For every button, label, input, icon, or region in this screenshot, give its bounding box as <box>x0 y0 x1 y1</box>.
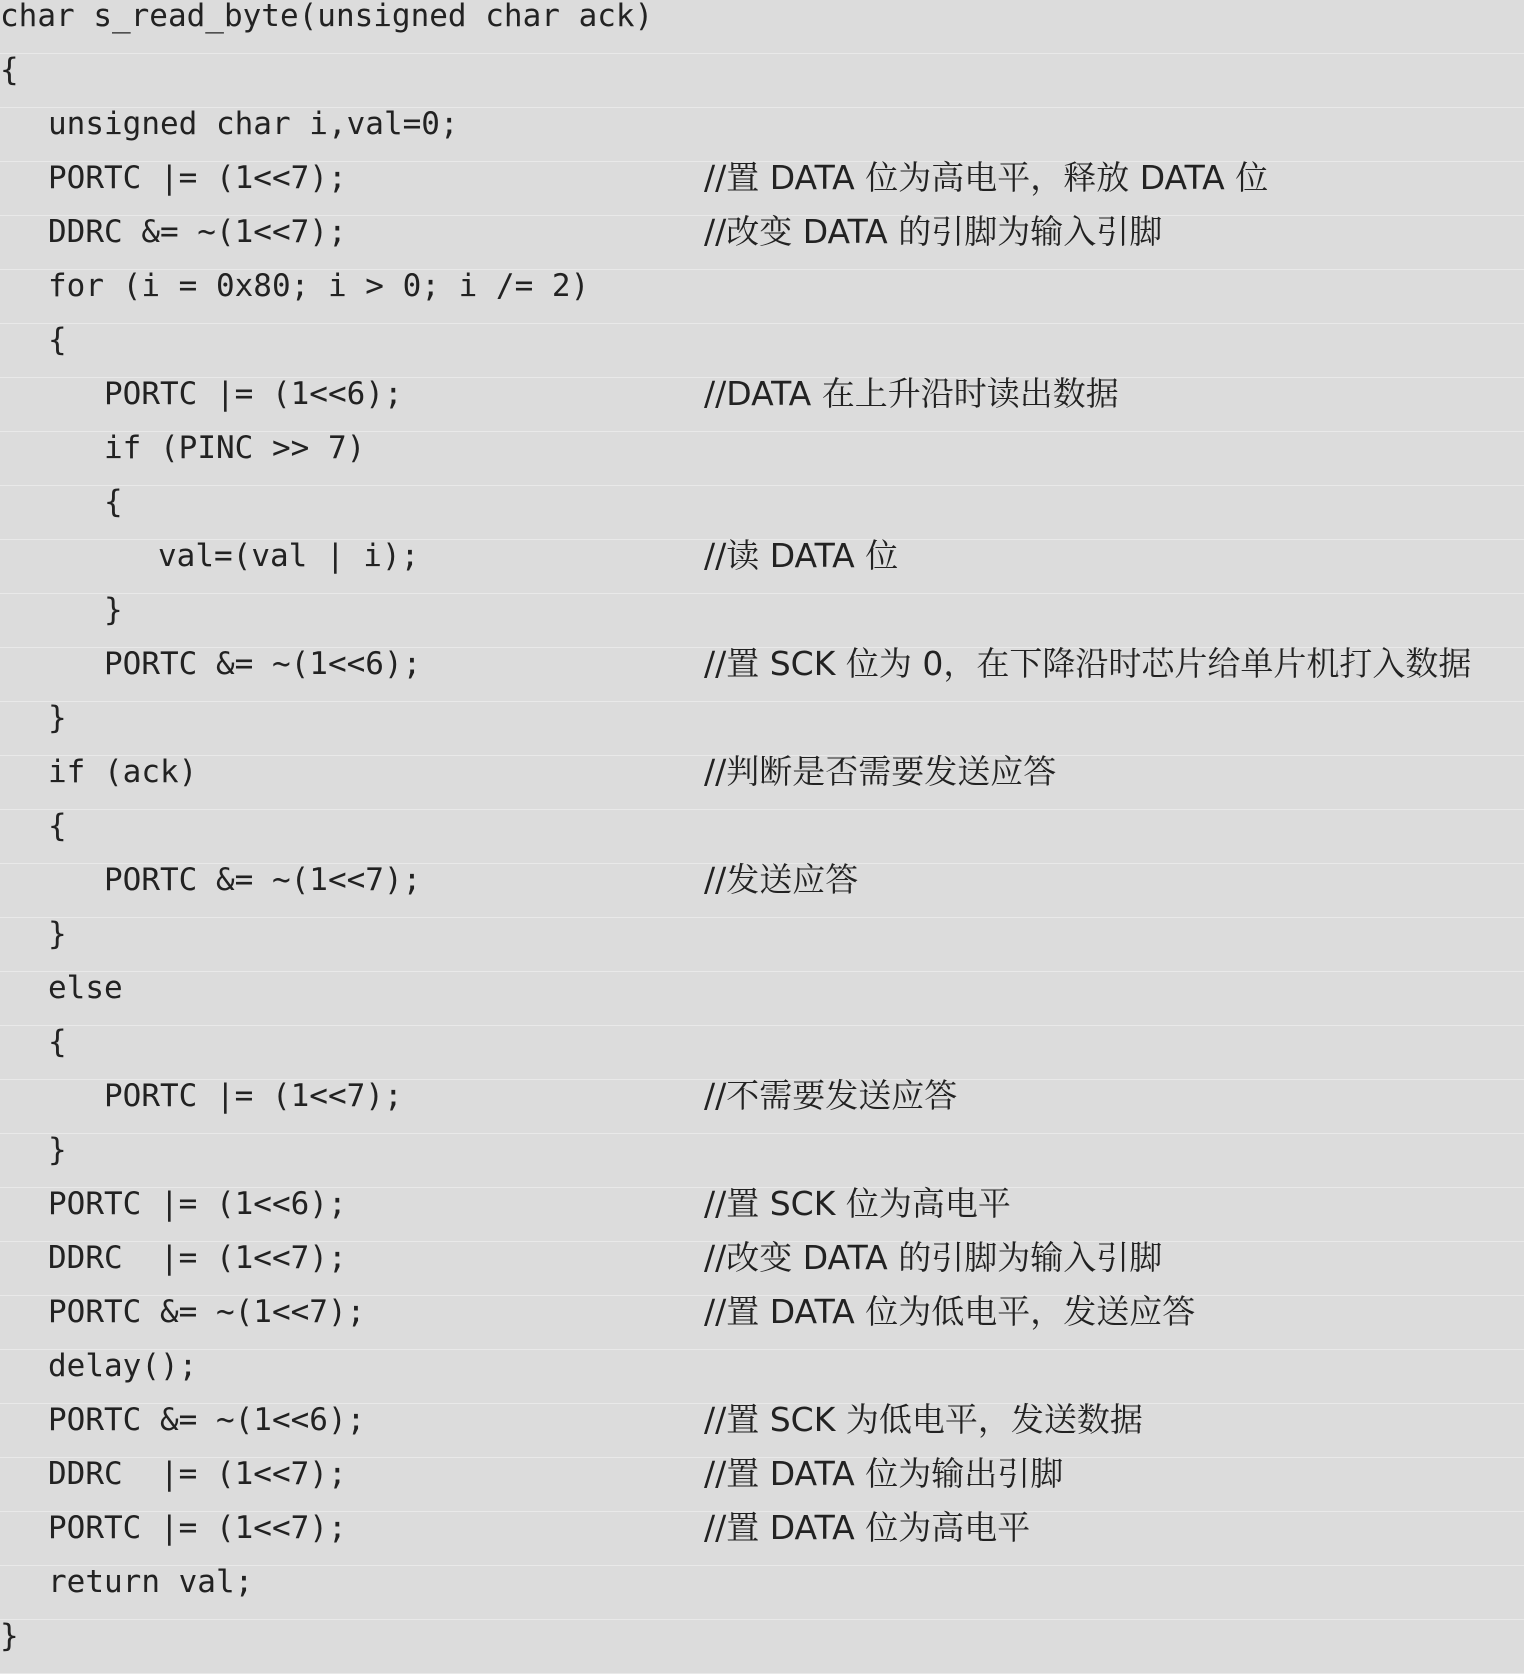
code-line <box>0 1400 1524 1458</box>
code-line <box>0 702 1524 756</box>
code-line <box>0 972 1524 1026</box>
code-text: PORTC |= (1<<7); <box>104 1078 403 1114</box>
code-text: DDRC &= ~(1<<7); <box>48 214 347 250</box>
code-text: } <box>48 700 67 736</box>
code-comment: //置 DATA 位为输出引脚 <box>704 1454 1064 1493</box>
code-line <box>0 918 1524 972</box>
code-text: DDRC |= (1<<7); <box>48 1456 347 1492</box>
code-text: return val; <box>48 1564 254 1600</box>
code-line <box>0 1508 1524 1566</box>
code-line <box>0 644 1524 702</box>
code-line <box>0 108 1524 162</box>
code-text: if (PINC >> 7) <box>104 430 366 466</box>
code-line <box>0 1350 1524 1404</box>
code-line <box>0 810 1524 864</box>
code-line <box>0 536 1524 594</box>
code-line <box>0 1566 1524 1620</box>
code-text: PORTC &= ~(1<<6); <box>104 646 422 682</box>
code-text: char s_read_byte(unsigned char ack) <box>0 0 654 34</box>
code-line <box>0 860 1524 918</box>
code-text: } <box>104 592 123 628</box>
code-comment: //判断是否需要发送应答 <box>704 752 1057 791</box>
code-text: if (ack) <box>48 754 198 790</box>
code-text: { <box>104 484 123 520</box>
code-text: PORTC &= ~(1<<7); <box>48 1294 366 1330</box>
code-comment: //置 SCK 为低电平，发送数据 <box>704 1400 1143 1439</box>
code-comment: //发送应答 <box>704 860 859 899</box>
code-line <box>0 486 1524 540</box>
code-text: else <box>48 970 123 1006</box>
code-line <box>0 324 1524 378</box>
code-line <box>0 212 1524 270</box>
code-comment: //读 DATA 位 <box>704 536 899 575</box>
code-line <box>0 0 1524 54</box>
code-text: { <box>48 1024 67 1060</box>
code-comment: //置 DATA 位为低电平，发送应答 <box>704 1292 1196 1331</box>
code-line <box>0 1620 1524 1674</box>
code-line <box>0 1292 1524 1350</box>
code-text: PORTC &= ~(1<<6); <box>48 1402 366 1438</box>
code-line <box>0 1184 1524 1242</box>
code-text: unsigned char i,val=0; <box>48 106 459 142</box>
code-comment: //置 DATA 位为高电平，释放 DATA 位 <box>704 158 1269 197</box>
code-text: PORTC |= (1<<7); <box>48 160 347 196</box>
code-line <box>0 270 1524 324</box>
code-comment: //置 SCK 位为 0，在下降沿时芯片给单片机打入数据 <box>704 644 1472 683</box>
code-comment: //DATA 在上升沿时读出数据 <box>704 374 1119 413</box>
code-comment: //置 SCK 位为高电平 <box>704 1184 1011 1223</box>
code-text: } <box>0 1618 19 1654</box>
code-text: PORTC |= (1<<7); <box>48 1510 347 1546</box>
code-line <box>0 158 1524 216</box>
code-comment: //不需要发送应答 <box>704 1076 958 1115</box>
code-line <box>0 1134 1524 1188</box>
code-text: DDRC |= (1<<7); <box>48 1240 347 1276</box>
code-line <box>0 54 1524 108</box>
code-text: } <box>48 916 67 952</box>
code-line <box>0 432 1524 486</box>
code-comment: //置 DATA 位为高电平 <box>704 1508 1031 1547</box>
code-text: val=(val | i); <box>158 538 420 574</box>
code-line <box>0 1076 1524 1134</box>
code-text: { <box>0 52 19 88</box>
code-comment: //改变 DATA 的引脚为输入引脚 <box>704 212 1163 251</box>
code-text: PORTC |= (1<<6); <box>104 376 403 412</box>
code-text: { <box>48 808 67 844</box>
code-line <box>0 752 1524 810</box>
code-line <box>0 1454 1524 1512</box>
code-text: } <box>48 1132 67 1168</box>
code-text: PORTC |= (1<<6); <box>48 1186 347 1222</box>
code-text: delay(); <box>48 1348 198 1384</box>
code-line <box>0 1238 1524 1296</box>
code-text: { <box>48 322 67 358</box>
code-line <box>0 374 1524 432</box>
code-line <box>0 594 1524 648</box>
code-line <box>0 1026 1524 1080</box>
code-text: for (i = 0x80; i > 0; i /= 2) <box>48 268 590 304</box>
code-comment: //改变 DATA 的引脚为输入引脚 <box>704 1238 1163 1277</box>
code-text: PORTC &= ~(1<<7); <box>104 862 422 898</box>
